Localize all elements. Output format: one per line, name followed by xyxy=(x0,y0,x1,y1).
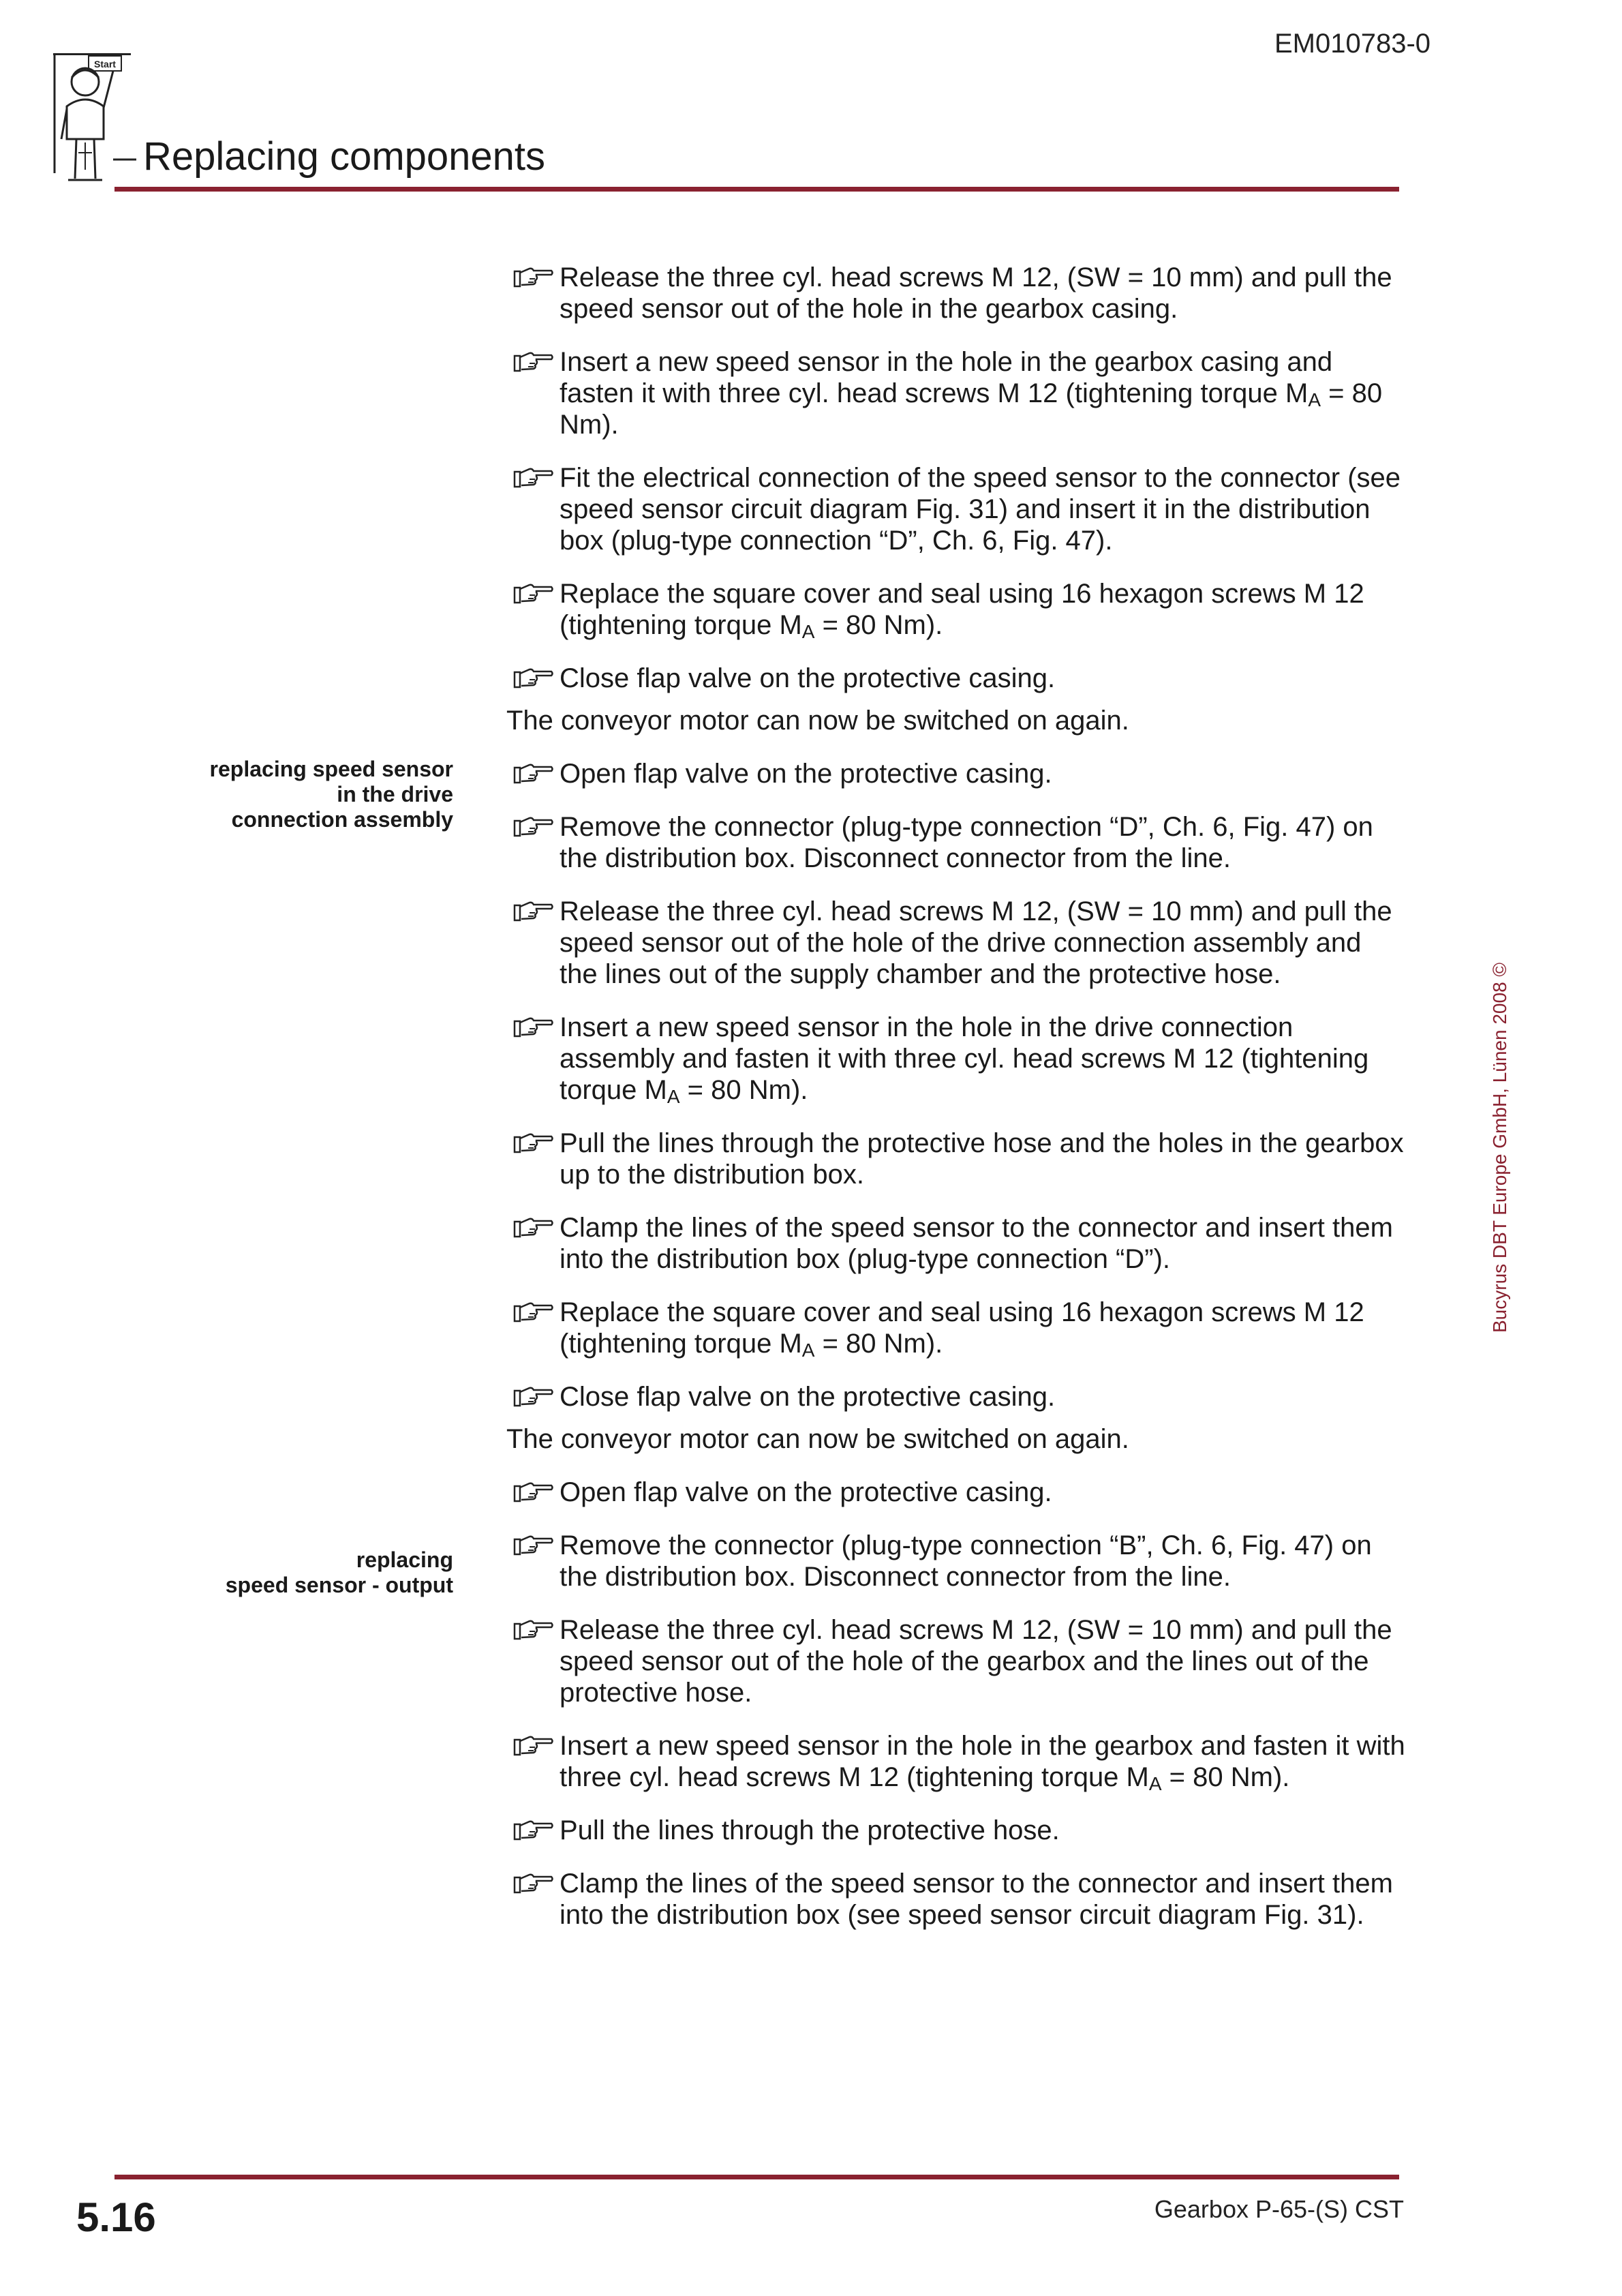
instruction-step xyxy=(506,1614,1406,1708)
info-paragraph: The conveyor motor can now be switched on again. xyxy=(506,1424,1129,1454)
pointing-hand-icon xyxy=(513,1872,554,1894)
pointing-hand-icon xyxy=(513,350,554,372)
instruction-step xyxy=(506,1868,1406,1931)
step-text: Open flap valve on the protective casing. xyxy=(560,759,1052,789)
pointing-hand-icon xyxy=(513,466,554,488)
instruction-step xyxy=(506,1381,1406,1413)
margin-note-line: replacing speed sensor xyxy=(209,757,453,781)
pointing-hand-icon xyxy=(513,1481,554,1502)
instruction-step xyxy=(506,663,1406,694)
step-text: Clamp the lines of the speed sensor to the connector and insert them into the distribution box (plug-type connection “D”). xyxy=(560,1213,1393,1274)
instruction-step xyxy=(506,896,1406,990)
step-text: Pull the lines through the protective hose and the holes in the gearbox up to the distribution box. xyxy=(560,1128,1404,1190)
header-divider xyxy=(114,187,1399,192)
step-text: Release the three cyl. head screws M 12, (SW = 10 mm) and pull the speed sensor out of the hole of the drive connection assembly and the lines out of the supply chamber and the protective hose. xyxy=(560,896,1392,989)
instruction-step xyxy=(506,758,1406,789)
pointing-hand-icon xyxy=(513,762,554,784)
step-text-tail: = 80 Nm). xyxy=(814,1329,943,1359)
step-text: Release the three cyl. head screws M 12, (SW = 10 mm) and pull the speed sensor out of the hole of the gearbox and the lines out of the protective hose. xyxy=(560,1615,1392,1708)
instruction-content xyxy=(506,262,1406,1952)
step-text: Fit the electrical connection of the speed sensor to the connector (see speed sensor circuit diagram Fig. 31) and insert it in the distribution box (plug-type connection “D”, Ch. 6, Fig. 47). xyxy=(560,463,1401,556)
pointing-hand-icon xyxy=(513,1618,554,1640)
info-paragraph: The conveyor motor can now be switched on again. xyxy=(506,706,1129,736)
instruction-step xyxy=(506,1730,1406,1793)
step-text: Open flap valve on the protective casing. xyxy=(560,1477,1052,1507)
step-text: Remove the connector (plug-type connection “D”, Ch. 6, Fig. 47) on the distribution box. Disconnect connector from the line. xyxy=(560,812,1373,873)
pointing-hand-icon xyxy=(513,1132,554,1153)
margin-note-line: speed sensor - output xyxy=(225,1573,453,1597)
step-text-tail: = 80 Nm). xyxy=(560,378,1383,440)
instruction-step xyxy=(506,811,1406,874)
instruction-step xyxy=(506,1815,1406,1846)
instruction-step xyxy=(506,1297,1406,1359)
logo-text: Start xyxy=(94,59,116,70)
pointing-hand-icon xyxy=(513,266,554,288)
step-text: Close flap valve on the protective casing. xyxy=(560,663,1056,693)
step-text-tail: = 80 Nm). xyxy=(1161,1762,1290,1792)
document-id: EM010783-0 xyxy=(1274,29,1431,59)
step-text: Pull the lines through the protective hose. xyxy=(560,1815,1060,1845)
instruction-step xyxy=(506,578,1406,641)
step-subscript: A xyxy=(1308,389,1321,410)
margin-note-line: replacing xyxy=(356,1547,453,1572)
step-text: Insert a new speed sensor in the hole in the gearbox and fasten it with three cyl. head screws M 12 (tightening torque M xyxy=(560,1731,1405,1792)
instruction-step xyxy=(506,1530,1406,1592)
instruction-step xyxy=(506,1477,1406,1508)
step-text: Replace the square cover and seal using 16 hexagon screws M 12 (tightening torque M xyxy=(560,1297,1364,1359)
step-text: Remove the connector (plug-type connection “B”, Ch. 6, Fig. 47) on the distribution box. Disconnect connector from the line. xyxy=(560,1530,1372,1592)
pointing-hand-icon xyxy=(513,1385,554,1407)
pointing-hand-icon xyxy=(513,667,554,689)
step-subscript: A xyxy=(667,1086,680,1107)
pointing-hand-icon xyxy=(513,1216,554,1238)
instruction-step xyxy=(506,1212,1406,1275)
pointing-hand-icon xyxy=(513,1819,554,1841)
worker-start-logo xyxy=(48,50,136,187)
step-text-tail: = 80 Nm). xyxy=(679,1075,808,1105)
margin-note-drive-connection xyxy=(210,757,453,832)
step-text: Close flap valve on the protective casing. xyxy=(560,1382,1056,1412)
pointing-hand-icon xyxy=(513,1016,554,1038)
step-text: Insert a new speed sensor in the hole in the gearbox casing and fasten it with three cyl. head screws M 12 (tightening torque M xyxy=(560,347,1333,408)
step-text: Release the three cyl. head screws M 12, (SW = 10 mm) and pull the speed sensor out of the hole in the gearbox casing. xyxy=(560,262,1392,324)
pointing-hand-icon xyxy=(513,815,554,837)
pointing-hand-icon xyxy=(513,582,554,604)
pointing-hand-icon xyxy=(513,1301,554,1323)
pointing-hand-icon xyxy=(513,900,554,922)
step-text: Clamp the lines of the speed sensor to the connector and insert them into the distribution box (see speed sensor circuit diagram Fig. 31). xyxy=(560,1869,1393,1930)
step-text: Insert a new speed sensor in the hole in the drive connection assembly and fasten it with three cyl. head screws M 12 (tightening torque M xyxy=(560,1012,1369,1105)
step-text: Replace the square cover and seal using 16 hexagon screws M 12 (tightening torque M xyxy=(560,579,1364,640)
pointing-hand-icon xyxy=(513,1734,554,1756)
page-title: Replacing components xyxy=(143,134,546,179)
step-subscript: A xyxy=(801,1340,815,1361)
margin-note-line: connection assembly xyxy=(231,807,453,832)
step-subscript: A xyxy=(1148,1773,1162,1794)
copyright-notice: Bucyrus DBT Europe GmbH, Lünen 2008 © xyxy=(1489,962,1510,1333)
instruction-step xyxy=(506,1012,1406,1106)
instruction-step xyxy=(506,262,1406,324)
pointing-hand-icon xyxy=(513,1534,554,1556)
margin-note-output xyxy=(226,1547,453,1598)
instruction-step xyxy=(506,1128,1406,1190)
page-number: 5.16 xyxy=(76,2194,156,2240)
step-subscript: A xyxy=(801,621,815,642)
margin-note-line: in the drive xyxy=(337,782,453,806)
footer-divider xyxy=(114,2175,1399,2179)
footer-document-title: Gearbox P-65-(S) CST xyxy=(1154,2195,1404,2223)
instruction-step xyxy=(506,346,1406,440)
step-text-tail: = 80 Nm). xyxy=(814,610,943,640)
instruction-step xyxy=(506,462,1406,556)
